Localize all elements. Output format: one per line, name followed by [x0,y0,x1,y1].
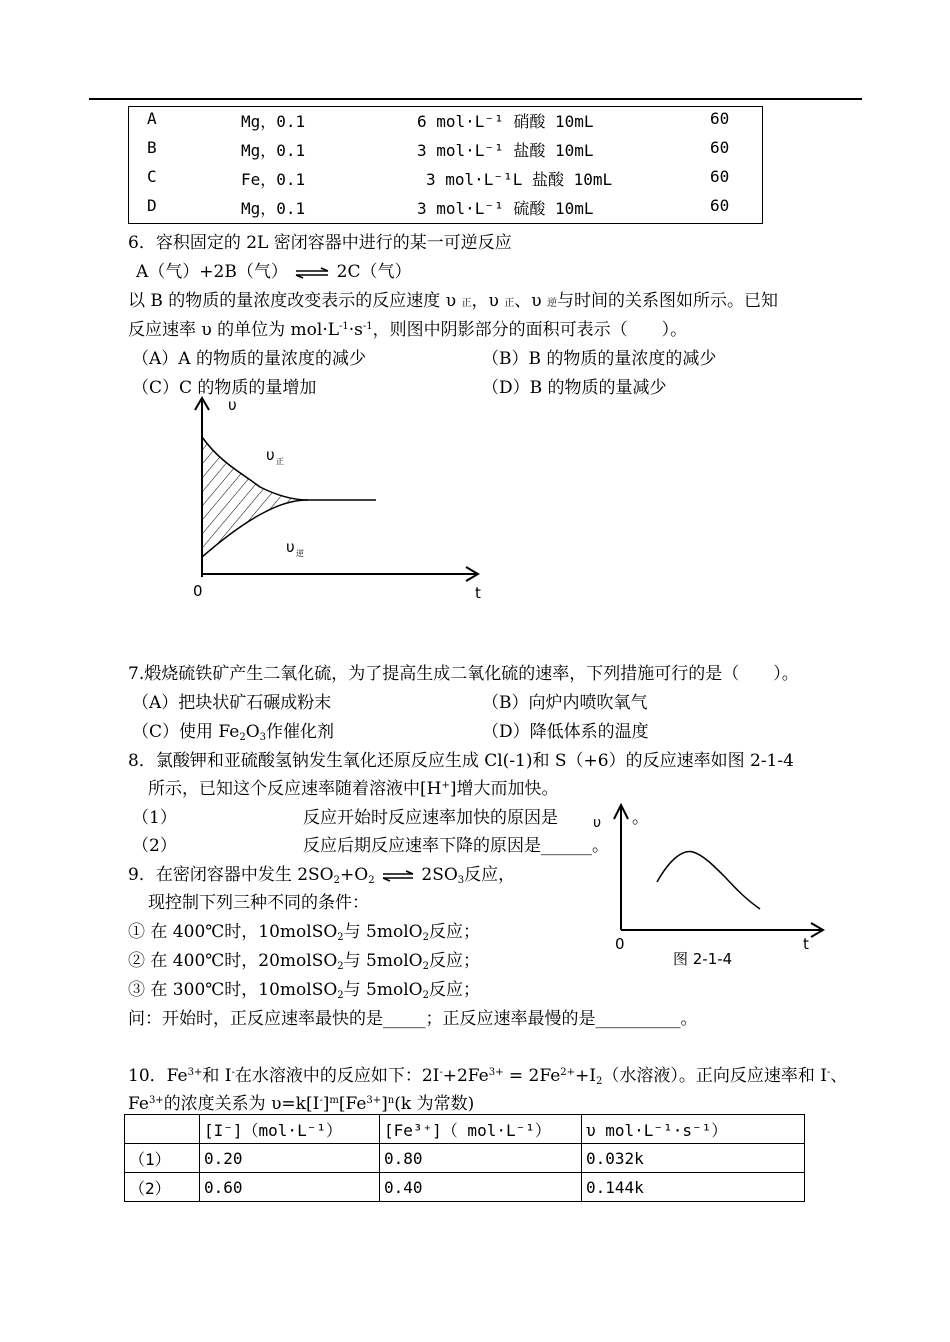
reverse-rate-label: υ [286,538,295,556]
row-label: A [147,109,157,128]
reaction-left: A（气）+2B（气） [136,262,288,282]
equilibrium-arrow-icon [293,266,331,280]
text: 反应； [428,980,480,1000]
sub: 2 [422,990,429,1001]
text: 反应， [464,865,516,885]
text: 反应； [428,951,480,971]
q7-option-d[interactable]: （D）降低体系的温度 [482,722,649,742]
text: 所示，已知这个反应速率随着溶液中[H [148,779,442,799]
q6-option-c[interactable]: （C）C 的物质的量增加 [132,378,317,398]
text: 、υ [514,291,547,311]
text: 在水溶液中的反应如下：2I [234,1066,440,1086]
table-row [129,167,762,195]
table-cell: 0.032k [582,1144,805,1173]
q8-sub1-end: 。 [632,808,649,828]
metal-cell: Fe，0.1 [241,170,306,189]
q6-option-b[interactable]: （B）B 的物质的量浓度的减少 [482,349,717,369]
sub: 正 [504,298,515,309]
sup: - [319,1095,323,1106]
q8-sub1-text: 反应开始时反应速率加快的原因是 [303,808,558,828]
q9-condition-1 [128,917,480,942]
sub: 2 [239,732,246,743]
table-cell: 0.80 [380,1144,582,1173]
figure-caption: 图 2-1-4 [673,950,733,968]
sup: 3+ [148,1095,164,1106]
text: 与时间的关系图如所示。已知 [556,291,778,311]
sub: 2 [333,875,340,886]
acid-cell: 6 mol·L⁻¹ 硝酸 10mL [417,112,594,131]
table-cell: 0.40 [380,1173,582,1202]
table-row [129,196,762,224]
header-cell: [Fe³⁺]（ mol·L⁻¹） [380,1115,582,1144]
table-row [129,138,762,166]
sup: -1 [362,321,373,332]
x-axis-label: t [803,935,809,953]
text: ·s [348,320,363,340]
text: O [245,722,260,742]
text: (k 为常数) [394,1094,475,1114]
text: +O [340,865,369,885]
temp-cell: 60 [710,167,730,186]
sub: 正 [461,298,472,309]
sup: 3+ [488,1067,504,1078]
sub: 逆 [546,298,557,309]
text: 10．Fe [128,1066,188,1086]
temp-cell: 60 [710,109,730,128]
table-cell: 0.60 [200,1173,380,1202]
table-cell: 0.144k [582,1173,805,1202]
row-label: B [147,138,157,157]
text: +2Fe [442,1066,489,1086]
sup: - [827,1067,831,1078]
text: 与 5molO [343,951,423,971]
temp-cell: 60 [710,196,730,215]
q10-line2 [128,1089,474,1114]
sub: 2 [337,961,344,972]
text: 的浓度关系为 υ=k[I [163,1094,320,1114]
q7-stem: 7.煅烧硫铁矿产生二氧化硫，为了提高生成二氧化硫的速率，下列措施可行的是（ ）。 [128,664,799,684]
reaction-right: 2C（气） [336,262,412,282]
sup: n [387,1095,395,1106]
q8-rate-graph [585,797,835,977]
sub: 2 [596,1076,603,1087]
q7-option-b[interactable]: （B）向炉内喷吹氧气 [482,693,648,713]
row-label: C [147,167,157,186]
reaction-conditions-table [128,106,763,224]
text: = 2Fe [503,1066,561,1086]
text: 作催化剂 [266,722,335,742]
y-axis-label: υ [228,396,237,414]
table-cell: 0.20 [200,1144,380,1173]
sub: 3 [259,732,267,743]
acid-cell: 3 mol·L⁻¹ 盐酸 10mL [417,141,594,160]
sup: m [329,1095,339,1106]
text: ] [322,1094,330,1114]
table-cell: （2） [125,1173,200,1202]
text: ]增大而加快。 [449,779,559,799]
table-row [125,1144,805,1173]
text: （水溶液）。正向反应速率和 I [602,1066,828,1086]
metal-cell: Mg，0.1 [241,199,306,218]
row-label: D [147,196,157,215]
q6-option-a[interactable]: （A）A 的物质的量浓度的减少 [132,349,366,369]
q6-line1 [128,286,778,311]
sub: 2 [422,932,429,943]
text: ] [381,1094,388,1114]
header-cell [125,1115,200,1144]
sub: 3 [457,875,465,886]
table-row [129,109,762,137]
q6-line2 [128,315,687,340]
temp-cell: 60 [710,138,730,157]
forward-rate-label: υ [266,446,275,464]
sup: -1 [339,321,349,332]
text: 2SO [421,865,458,885]
text: Fe [128,1094,149,1114]
origin-label: 0 [193,582,203,600]
x-axis-label: t [475,584,481,602]
table-row [125,1173,805,1202]
text: ① 在 400℃时，10molSO [128,922,338,942]
text: 9．在密闭容器中发生 2SO [128,865,334,885]
forward-rate-sub: 正 [276,457,284,466]
table-header-row [125,1115,805,1144]
q10-line1 [128,1061,847,1086]
metal-cell: Mg，0.1 [241,112,306,131]
q7-option-c[interactable] [132,717,334,742]
sub: 2 [337,932,344,943]
text: 与 5molO [343,980,423,1000]
q6-stem: 6．容积固定的 2L 密闭容器中进行的某一可逆反应 [128,233,512,253]
sup: + [441,780,450,791]
header-rule [89,98,862,100]
q9-line2: 现控制下列三种不同的条件： [148,893,369,913]
table-cell: （1） [125,1144,200,1173]
q8-sub1-num: （1） [132,808,177,828]
text: ，υ [471,291,505,311]
text: ，则图中阴影部分的面积可表示（ ）。 [372,320,688,340]
q6-reaction [136,257,411,282]
metal-cell: Mg，0.1 [241,141,306,160]
rate-data-table [124,1114,805,1202]
q8-sub2-num: （2） [132,836,177,856]
sub: 2 [368,875,375,886]
text: 与 5molO [343,922,423,942]
q9-condition-2 [128,946,480,971]
sup: - [231,1067,235,1078]
sup: 3+ [187,1067,203,1078]
acid-cell: 3 mol·L⁻¹ 硫酸 10mL [417,199,594,218]
y-axis-label: υ [593,815,602,831]
q6-rate-graph [180,392,490,607]
sub: 2 [422,961,429,972]
rate-curve [657,851,760,909]
text: ② 在 400℃时，20molSO [128,951,338,971]
text: 以 B 的物质的量浓度改变表示的反应速度 υ [128,291,462,311]
q8-line1: 8．氯酸钾和亚硫酸氢钠发生氧化还原反应生成 Cl(-1)和 S（+6）的反应速率如图 2-1-4 [128,751,794,771]
acid-cell: 3 mol·L⁻¹L 盐酸 10mL [426,170,613,189]
text: 、 [830,1066,848,1086]
header-cell: υ mol·L⁻¹·s⁻¹） [582,1115,805,1144]
sup: 2+ [560,1067,576,1078]
origin-label: 0 [615,935,625,953]
text: 反应； [428,922,480,942]
header-cell: [I⁻]（mol·L⁻¹） [200,1115,380,1144]
text: ③ 在 300℃时，10molSO [128,980,338,1000]
q9-condition-3 [128,975,480,1000]
text: （C）使用 Fe [132,722,240,742]
sup: - [439,1067,443,1078]
q6-option-d[interactable]: （D）B 的物质的量减少 [482,378,667,398]
q8-line2 [148,774,559,799]
sup: 3+ [366,1095,382,1106]
text: [Fe [338,1094,367,1114]
q9-question: 问：开始时，正反应速率最快的是_____；正反应速率最慢的是__________。 [128,1009,698,1029]
reverse-rate-sub: 逆 [296,549,304,558]
text: 反应速率 υ 的单位为 mol·L [128,320,340,340]
q7-option-a[interactable]: （A）把块状矿石碾成粉末 [132,693,332,713]
q8-sub2-text: 反应后期反应速率下降的原因是______。 [303,836,609,856]
sub: 2 [337,990,344,1001]
equilibrium-arrow-icon [380,869,416,883]
text: 和 I [202,1066,232,1086]
q9-stem [128,860,515,885]
text: +I [575,1066,597,1086]
